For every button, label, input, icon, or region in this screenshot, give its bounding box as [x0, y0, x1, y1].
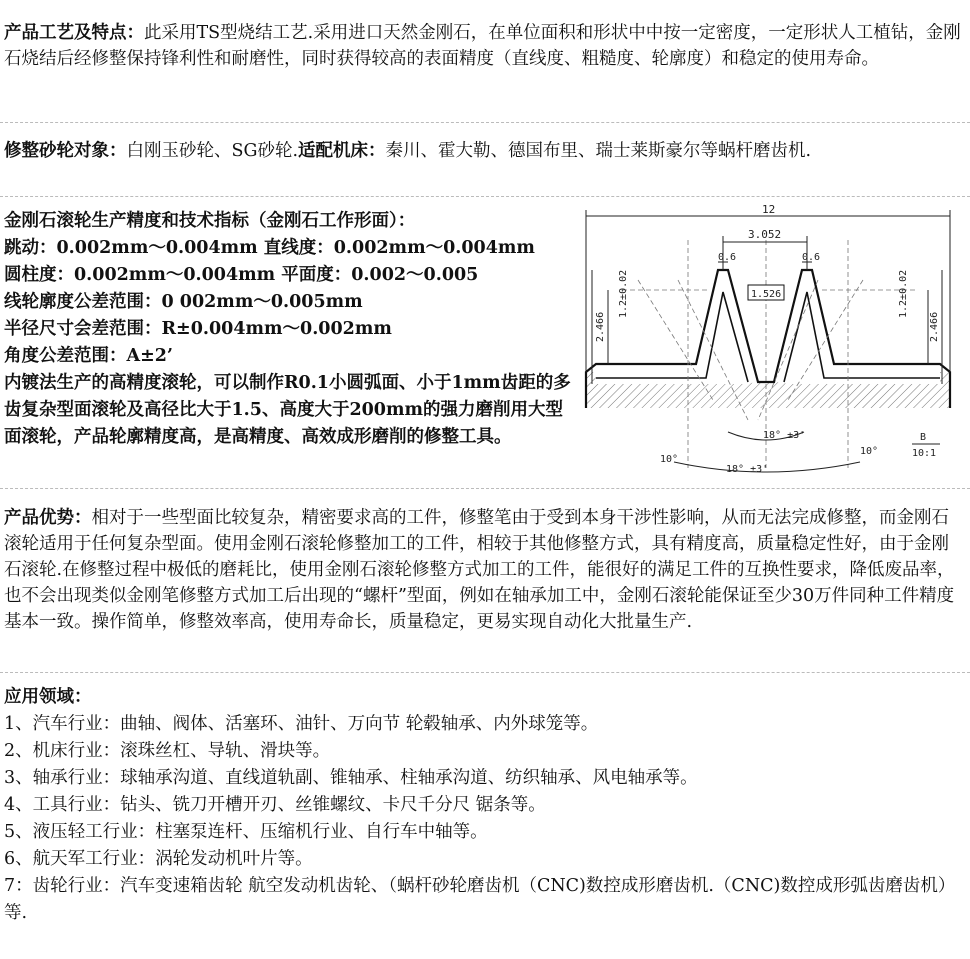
specs-note: 内镀法生产的高精度滚轮，可以制作R0.1小圆弧面、小于1mm齿距的多齿复杂型面滚轮及高径比大于1.5、高度大于200mm的强力磨削用大型面滚轮，产品轮廓精度高，是高精度、高效成形磨削的修整工具。 [4, 373, 571, 447]
application-item: 2、机床行业：滚珠丝杠、导轨、滑块等。 [4, 741, 331, 761]
angle-right: 10° [860, 446, 879, 457]
divider-3 [0, 488, 970, 489]
roller-profile-drawing [578, 200, 966, 480]
divider-4 [0, 672, 970, 673]
application-item: 5、液压轻工行业：柱塞泵连杆、压缩机行业、自行车中轴等。 [4, 822, 488, 842]
features-text: 此采用TS型烧结工艺.采用进口天然金刚石，在单位面积和形状中中按一定密度，一定形状人工植钻，金刚石烧结后经修整保持锋利性和耐磨性，同时获得较高的表面精度（直线度、粗糙度、轮廓度）和稳定的使用寿命。 [4, 23, 961, 69]
angle-upper: 18° ±3' [763, 430, 806, 441]
profile-inner [596, 292, 940, 382]
applications-label: 应用领域： [4, 687, 92, 707]
dim-depth-right: 2.466 [929, 311, 940, 342]
machine-text: 秦川、霍大勒、德国布里、瑞士莱斯豪尔等蜗杆磨齿机. [385, 141, 812, 161]
divider-2 [0, 196, 970, 197]
features-section [4, 20, 966, 72]
scale-label: 10:1 [912, 448, 937, 459]
application-item: 4、工具行业：钻头、铣刀开槽开刃、丝锥螺纹、卡尺千分尺 锯条等。 [4, 795, 546, 815]
applications-section [4, 684, 966, 927]
application-item: 6、航天军工行业：涡轮发动机叶片等。 [4, 849, 313, 869]
specs-section [4, 208, 574, 451]
objects-label: 修整砂轮对象： [4, 141, 127, 161]
objects-text: 白刚玉砂轮、SG砂轮. [126, 141, 299, 161]
application-item: 1、汽车行业：曲轴、阀体、活塞环、油针、万向节 轮毂轴承、内外球笼等。 [4, 714, 599, 734]
dim-pitch: 3.052 [748, 228, 782, 241]
spec-line: 半径尺寸会差范围：R±0.004mm～0.002mm [4, 319, 392, 339]
dim-total: 12 [762, 203, 776, 216]
features-label: 产品工艺及特点： [4, 23, 144, 43]
advantages-section [4, 505, 966, 635]
dim-tip-left: 0.6 [718, 252, 737, 263]
spec-line: 跳动：0.002mm～0.004mm 直线度：0.002mm～0.004mm [4, 238, 535, 258]
view-label: B [920, 432, 927, 443]
application-item: 7：齿轮行业：汽车变速箱齿轮 航空发动机齿轮、（蜗杆砂轮磨齿机（CNC)数控成形磨齿机.（CNC)数控成形弧齿磨齿机）等. [4, 876, 956, 923]
spec-line: 圆柱度：0.002mm～0.004mm 平面度：0.002～0.005 [4, 265, 479, 285]
spec-line: 金刚石滚轮生产精度和技术指标（金刚石工作形面）： [4, 211, 416, 231]
dim-height-left: 1.2±0.02 [618, 269, 629, 318]
advantages-label: 产品优势： [4, 508, 92, 528]
dim-tip-right: 0.6 [802, 252, 821, 263]
dim-box-value: 1.526 [751, 289, 782, 300]
dim-depth-left: 2.466 [595, 311, 606, 342]
angle-left: 10° [660, 454, 679, 465]
spec-line: 角度公差范围：A±2’ [4, 346, 174, 366]
objects-section [4, 138, 966, 164]
advantages-text: 相对于一些型面比较复杂，精密要求高的工件，修整笔由于受到本身干涉性影响，从而无法完成修整，而金刚石滚轮适用于任何复杂型面。使用金刚石滚轮修整加工的工件，相较于其他修整方式，具有精度高，质量稳定性好，由于金刚石滚轮.在修整过程中极低的磨耗比，使用金刚石滚轮修整方式加工的工件，能很好的满足工件的互换性要求，降低废品率，也不会出现类似金刚笔修整方式加工后出现的“螺杆”型面，例如在轴承加工中，金刚石滚轮能保证至少30万件同种工件精度基本一致。操作简单，修整效率高，使用寿命长，质量稳定，更易实现自动化大批量生产. [4, 508, 955, 632]
application-item: 3、轴承行业：球轴承沟道、直线道轨副、锥轴承、柱轴承沟道、纺织轴承、风电轴承等。 [4, 768, 698, 788]
spec-line: 线轮廓度公差范围：0 002mm～0.005mm [4, 292, 363, 312]
machine-label: 适配机床： [298, 141, 386, 161]
angle-lower: 18° ±3' [726, 464, 769, 475]
divider-1 [0, 122, 970, 123]
dim-height-right: 1.2±0.02 [898, 269, 909, 318]
